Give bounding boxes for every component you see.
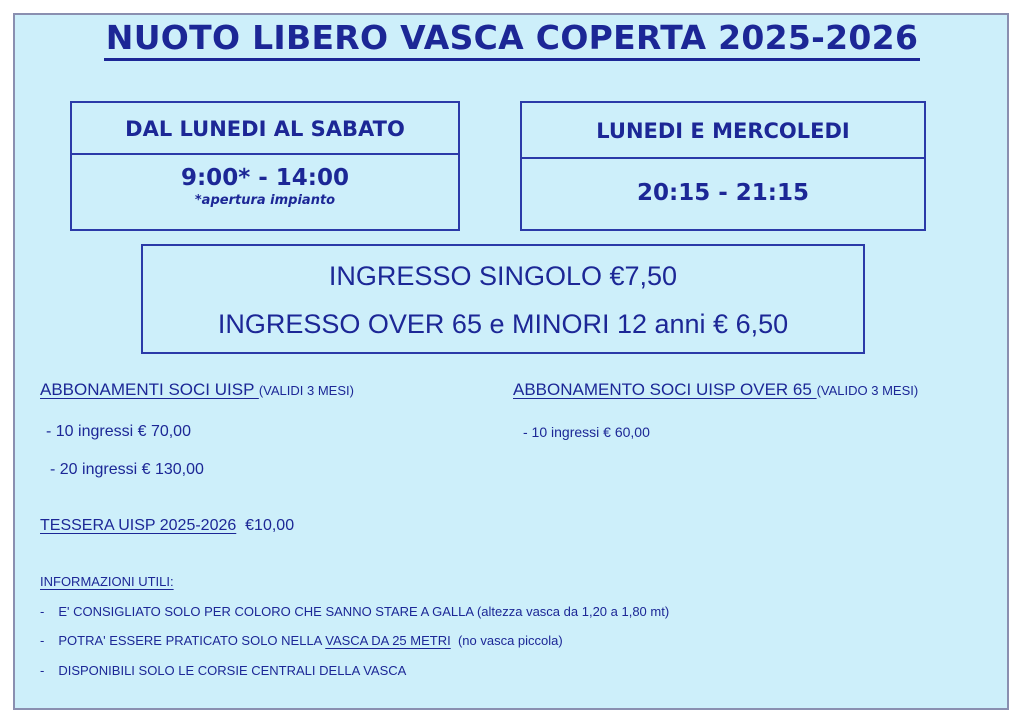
- subscription-item: - 10 ingressi € 60,00: [523, 424, 650, 440]
- subscriptions-heading-left: [40, 380, 354, 400]
- subscriptions-title-right: ABBONAMENTO SOCI UISP OVER 65: [513, 380, 817, 399]
- schedule-heading-weekdays: DAL LUNEDI AL SABATO: [72, 103, 458, 155]
- schedule-box-weekdays: [70, 101, 460, 231]
- price-reduced: INGRESSO OVER 65 e MINORI 12 anni € 6,50: [217, 309, 789, 339]
- info-heading: INFORMAZIONI UTILI:: [40, 574, 174, 589]
- info-bullet: -: [40, 604, 45, 619]
- schedule-heading-evening: LUNEDI E MERCOLEDI: [522, 103, 924, 159]
- info-text: POTRA' ESSERE PRATICATO SOLO NELLA: [58, 633, 326, 648]
- subscriptions-validity-left: (VALIDI 3 MESI): [258, 383, 354, 398]
- info-text: DISPONIBILI SOLO LE CORSIE CENTRALI DELLA VASCA: [58, 663, 407, 678]
- schedule-hours-weekdays: 9:00* - 14:00: [180, 165, 349, 191]
- info-bullet: -: [40, 633, 45, 648]
- subscriptions-heading-right: [513, 380, 918, 400]
- price-single: INGRESSO SINGOLO €7,50: [328, 261, 678, 291]
- info-text-underlined: VASCA DA 25 METRI: [325, 633, 451, 648]
- info-bullet: -: [40, 663, 45, 678]
- membership-card-price: €10,00: [245, 517, 295, 534]
- schedule-body-weekdays: [72, 155, 458, 209]
- info-item: [40, 633, 563, 648]
- poster-title-text: NUOTO LIBERO VASCA COPERTA 2025-2026: [104, 18, 920, 61]
- price-box: [141, 244, 865, 354]
- info-item: [40, 604, 669, 619]
- subscriptions-validity-right: (VALIDO 3 MESI): [816, 383, 919, 398]
- poster-title: [0, 18, 1024, 57]
- info-text: (no vasca piccola): [450, 633, 563, 648]
- info-text: E' CONSIGLIATO SOLO PER COLORO CHE SANNO STARE A GALLA (altezza vasca da 1,20 a 1,80 mt): [58, 604, 670, 619]
- subscriptions-title-left: ABBONAMENTI SOCI UISP: [40, 380, 259, 399]
- membership-card-label: TESSERA UISP 2025-2026: [40, 517, 237, 534]
- schedule-box-evening: [520, 101, 926, 231]
- schedule-note: *apertura impianto: [194, 193, 336, 208]
- info-item: [40, 663, 406, 678]
- subscription-item: - 10 ingressi € 70,00: [46, 423, 191, 440]
- schedule-hours-evening: 20:15 - 21:15: [637, 180, 809, 206]
- membership-card-line: [40, 517, 294, 535]
- subscription-item: - 20 ingressi € 130,00: [50, 461, 204, 478]
